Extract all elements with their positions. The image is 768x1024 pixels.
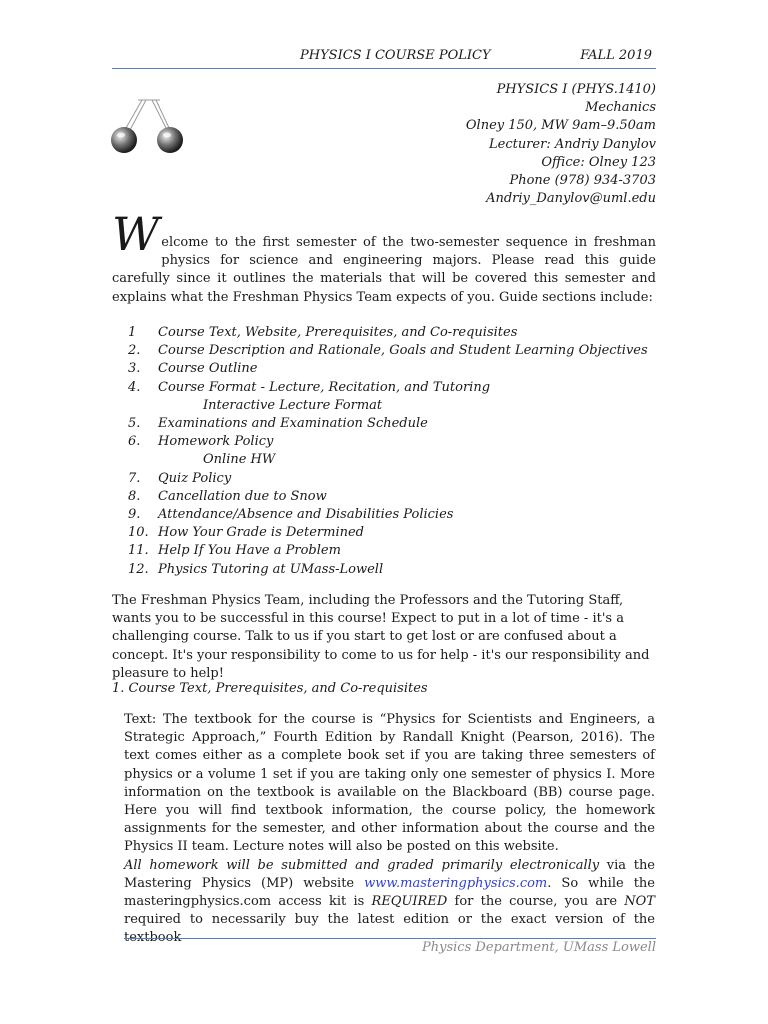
toc-item-label: Physics Tutoring at UMass-Lowell <box>158 561 384 577</box>
header-term: FALL 2019 <box>580 48 652 63</box>
toc-item-number: 2. <box>128 343 141 359</box>
toc-item <box>112 470 656 488</box>
course-subject: Mechanics <box>585 100 656 116</box>
toc-item <box>112 433 656 451</box>
toc-item-number: 9. <box>128 507 141 523</box>
footer-divider <box>124 938 656 939</box>
welcome-paragraph <box>112 207 656 307</box>
course-lecturer: Lecturer: Andriy Danylov <box>489 136 656 152</box>
drop-cap: W <box>112 207 160 261</box>
toc-item <box>112 542 656 560</box>
text-paragraph: Text: The textbook for the course is “Physics for Scientists and Engineers, a Strategic Approach,” Fourth Edition by Randall Knight (Pearson, 2016). The text comes either as a complete book set if you are taking three semesters of physics or a volume 1 set if you are taking only one semester of physics I. More information on the textbook is available on the Blackboard (BB) course page. Here you will find textbook information, the course policy, the homework assignments for the semester, and other information about the course and the Physics II team. Lecture notes will also be posted on this website. <box>124 712 655 855</box>
toc-item-label: Examinations and Examination Schedule <box>158 416 428 432</box>
course-phone: Phone (978) 934-3703 <box>509 173 656 189</box>
homework-text-3: for the course, you are <box>447 894 625 910</box>
toc-item-label: Online HW <box>203 452 276 468</box>
toc-item-label: Course Description and Rationale, Goals and Student Learning Objectives <box>158 343 648 359</box>
toc-item-label: How Your Grade is Determined <box>158 525 365 541</box>
toc-item <box>112 506 656 524</box>
toc-item-label: Help If You Have a Problem <box>158 543 341 559</box>
required-emphasis: REQUIRED <box>371 894 448 910</box>
toc-item-label: Interactive Lecture Format <box>203 397 383 413</box>
toc-item-label: Course Text, Website, Prerequisites, and Co-requisites <box>158 325 518 340</box>
toc-item-label: Cancellation due to Snow <box>158 488 327 504</box>
team-paragraph: The Freshman Physics Team, including the Professors and the Tutoring Staff, wants you to be successful in this course! Expect to put in a lot of time - it's a challenging course. Talk to us if you start to get lost or are confused about a concept. It's your responsibility to come to us for help - it's our responsibility and pleasure to help! <box>112 593 650 681</box>
toc-item-number: 12. <box>128 561 149 577</box>
course-location: Olney 150, MW 9am–9.50am <box>465 118 656 134</box>
section-1-body <box>124 711 655 948</box>
toc-item <box>112 379 656 397</box>
toc-item-label: Attendance/Absence and Disabilities Policies <box>158 507 454 523</box>
homework-text-1: via the Mastering Physics (MP) website <box>124 857 656 891</box>
course-email[interactable]: Andriy_Danylov@uml.edu <box>486 191 656 207</box>
toc-item <box>112 561 656 579</box>
footer-department: Physics Department, UMass Lowell <box>422 940 656 955</box>
toc-item-number: 11. <box>128 543 149 559</box>
course-code: PHYSICS I (PHYS.1410) <box>496 82 656 97</box>
toc-item <box>112 324 656 342</box>
homework-text-2: . So while the masteringphysics.com access kit is <box>124 875 655 910</box>
homework-text-4: required to necessarily buy the latest edition or the exact version of the textbook <box>124 912 655 946</box>
toc-item-label: Course Outline <box>158 361 258 377</box>
toc-item-number: 1 <box>128 325 137 340</box>
toc-item <box>112 451 656 469</box>
course-info <box>466 81 656 208</box>
toc-item <box>112 524 656 542</box>
toc-item <box>112 397 656 415</box>
toc-item-number: 10. <box>128 525 149 541</box>
toc-item-number: 7. <box>128 470 141 486</box>
toc-item-number: 5. <box>128 416 141 432</box>
header-title: PHYSICS I COURSE POLICY <box>300 48 491 63</box>
toc-item-label: Quiz Policy <box>158 470 232 486</box>
mastering-physics-link[interactable]: www.masteringphysics.com <box>364 875 548 891</box>
toc-item-number: 8. <box>128 488 141 504</box>
pendulum-logo-icon <box>108 98 190 158</box>
guide-sections-list <box>112 324 656 579</box>
toc-item-label: Course Format - Lecture, Recitation, and Tutoring <box>158 379 491 395</box>
toc-item-number: 6. <box>128 434 141 450</box>
welcome-text: elcome to the first semester of the two-semester sequence in freshman physics for science and engineering majors. Please read this guide carefully since it outlines the materials that will be covered this semester and explains what the Freshman Physics Team expects of you. Guide sections include: <box>112 235 656 305</box>
not-emphasis: NOT <box>624 894 655 910</box>
toc-item <box>112 488 656 506</box>
toc-item <box>112 415 656 433</box>
toc-item-number: 4. <box>128 379 141 395</box>
toc-item <box>112 342 656 360</box>
toc-item-number: 3. <box>128 361 141 377</box>
toc-item-label: Homework Policy <box>158 434 274 450</box>
homework-italic: All homework will be submitted and graded primarily electronically <box>124 857 600 873</box>
toc-item <box>112 360 656 378</box>
section-1-title: 1. Course Text, Prerequisites, and Co-requisites <box>112 681 428 696</box>
course-office: Office: Olney 123 <box>541 154 656 170</box>
page-header <box>112 46 656 69</box>
